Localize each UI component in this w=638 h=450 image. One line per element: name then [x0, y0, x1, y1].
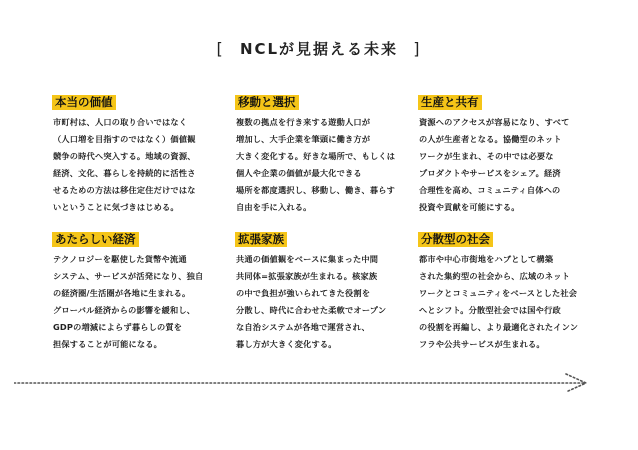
body-line: 大きく変化する。好きな場所で、もしくは: [236, 151, 396, 161]
dotted-arrow-icon: [14, 372, 590, 394]
section-body: [236, 251, 412, 353]
body-line: 自由を手に入れる。: [236, 202, 312, 212]
body-line: 合理性を高め、コミュニティ自体への: [419, 185, 561, 195]
body-line: システム、サービスが活発になり、独自: [53, 271, 204, 281]
section-mobility-choice: [236, 91, 412, 216]
body-line: フラや公共サービスが生まれる。: [419, 339, 545, 349]
body-line: 投資や貢献を可能にする。: [419, 202, 520, 212]
body-line: 資源へのアクセスが容易になり、すべて: [419, 117, 570, 127]
body-line: 複数の拠点を行き来する遊動人口が: [236, 117, 371, 127]
section-body: [53, 114, 229, 216]
body-line: 共同体=拡張家族が生まれる。核家族: [236, 271, 378, 281]
body-line: グローバル経済からの影響を緩和し、: [53, 305, 196, 315]
body-line: 分散し、時代に合わせた柔軟でオープン: [236, 305, 387, 315]
section-heading: あたらしい経済: [52, 232, 139, 247]
body-line: GDPの増減によらず暮らしの質を: [53, 322, 183, 332]
title-bracket-open: [: [216, 39, 225, 58]
section-body: [236, 114, 412, 216]
section-heading: 本当の価値: [52, 95, 116, 110]
body-line: いということに気づきはじめる。: [53, 202, 179, 212]
body-line: （人口増を目指すのではなく）価値観: [53, 134, 196, 144]
page-title: [0, 38, 638, 59]
body-line: の経済圏/生活圏が各地に生まれる。: [53, 288, 191, 298]
body-line: 市町村は、人口の取り合いではなく: [53, 117, 188, 127]
section-body: [419, 114, 595, 216]
body-line: の人が生産者となる。協働型のネット: [419, 134, 562, 144]
body-line: な自治システムが各地で運営され、: [236, 322, 370, 332]
body-line: 場所を都度選択し、移動し、働き、暮らす: [236, 185, 396, 195]
body-line: 都市や中心市街地をハブとして構築: [419, 254, 554, 264]
section-heading: 拡張家族: [235, 232, 287, 247]
section-body: [419, 251, 595, 353]
body-line: 暮し方が大きく変化する。: [236, 339, 337, 349]
section-new-economy: [53, 228, 229, 353]
section-heading: 移動と選択: [235, 95, 299, 110]
body-line: 共通の価値観をベースに集まった中間: [236, 254, 379, 264]
section-extended-family: [236, 228, 412, 353]
section-heading: 分散型の社会: [418, 232, 493, 247]
body-line: 担保することが可能になる。: [53, 339, 163, 349]
body-line: ワークとコミュニティをベースとした社会: [419, 288, 578, 298]
body-line: 個人や企業の価値が最大化できる: [236, 168, 362, 178]
section-body: [53, 251, 229, 353]
body-line: せるための方法は移住定住だけではな: [53, 185, 196, 195]
title-bracket-close: ]: [413, 39, 422, 58]
body-line: された集約型の社会から、広域のネット: [419, 271, 570, 281]
body-line: プロダクトやサービスをシェア。経済: [419, 168, 561, 178]
body-line: へとシフト。分散型社会では国や行政: [419, 305, 561, 315]
title-text: NCLが見据える未来: [239, 40, 399, 58]
body-line: の役割を再編し、より最適化されたインン: [419, 322, 579, 332]
section-true-value: [53, 91, 229, 216]
body-line: 増加し、大手企業を筆頭に働き方が: [236, 134, 371, 144]
body-line: テクノロジーを駆使した貨幣や流通: [53, 254, 187, 264]
section-production-sharing: [419, 91, 595, 216]
body-line: の中で負担が強いられてきた役割を: [236, 288, 371, 298]
body-line: 競争の時代へ突入する。地域の資源、: [53, 151, 196, 161]
body-line: 経済、文化、暮らしを持続的に活性さ: [53, 168, 196, 178]
body-line: ワークが生まれ、その中では必要な: [419, 151, 554, 161]
section-distributed-society: [419, 228, 595, 353]
section-heading: 生産と共有: [418, 95, 482, 110]
